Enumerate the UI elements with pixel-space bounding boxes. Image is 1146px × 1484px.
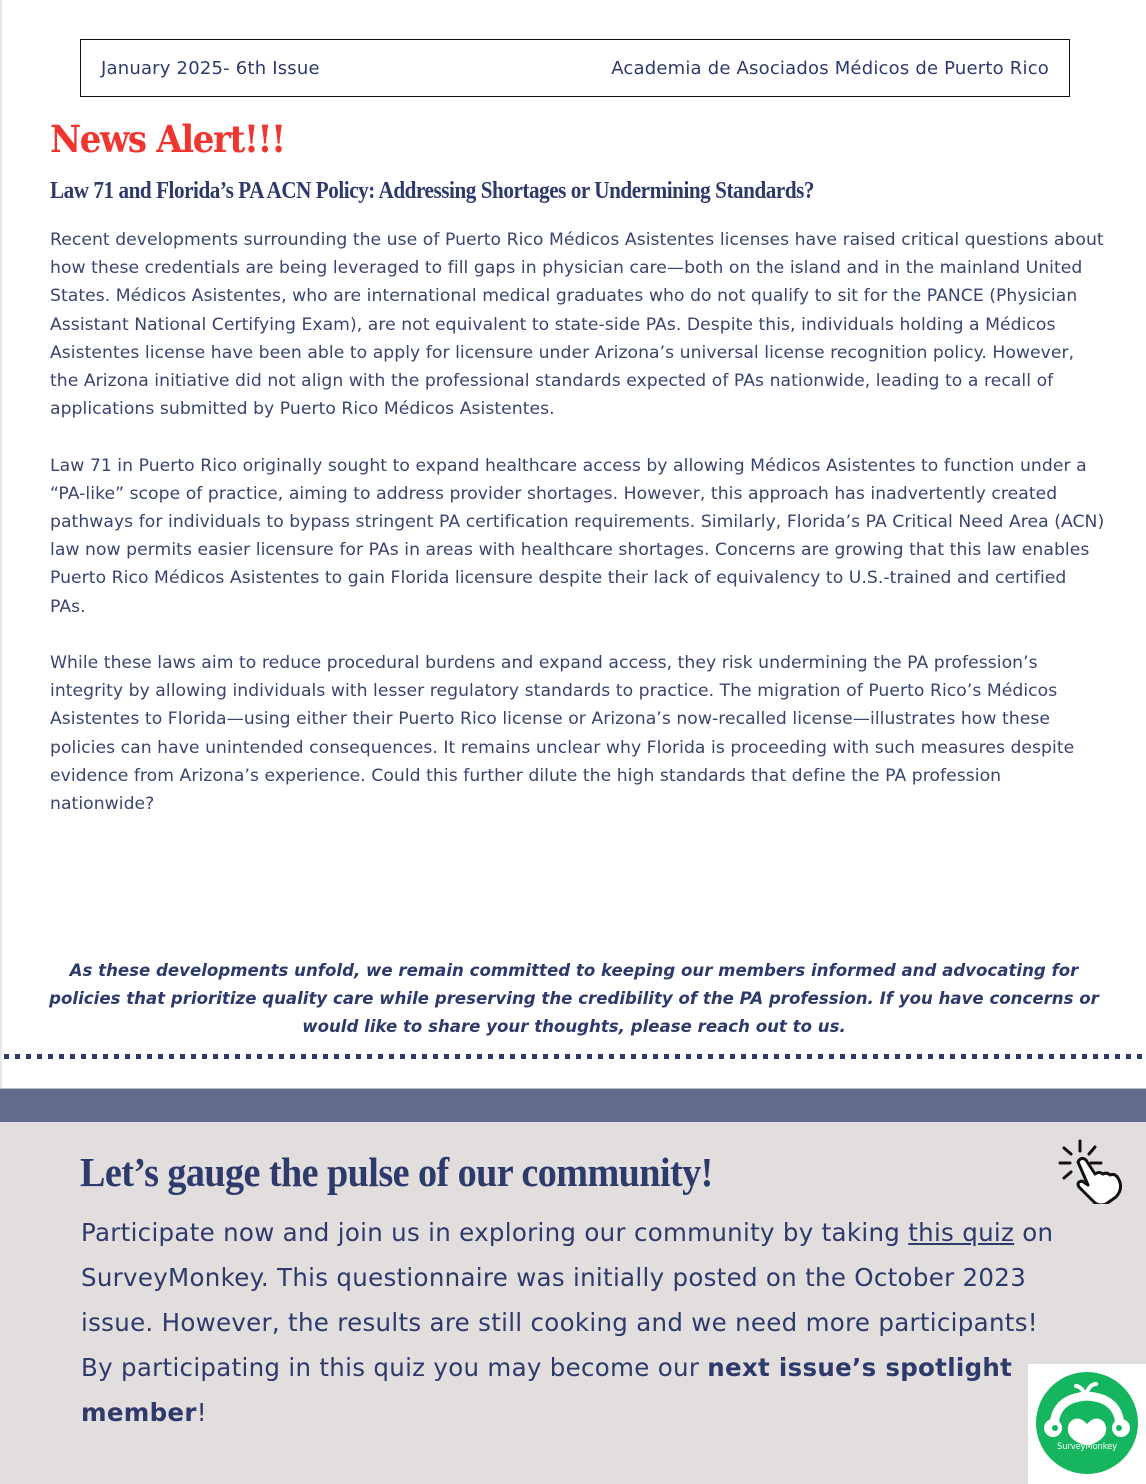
news-alert-title: News Alert!!!	[50, 117, 285, 161]
quiz-link[interactable]: this quiz	[908, 1218, 1015, 1247]
issue-label: January 2025- 6th Issue	[101, 57, 320, 79]
closing-statement: As these developments unfold, we remain committed to keeping our members informed and advocating for policies that prioritize quality care while preserving the credibility of the PA profession. If you have concerns or would like to share your thoughts, please reach out to us.	[49, 961, 1099, 1036]
article-subtitle: Law 71 and Florida’s PA ACN Policy: Addressing Shortages or Undermining Standards?	[50, 178, 815, 204]
survey-text-intro: Participate now and join us in exploring our community by taking	[81, 1218, 909, 1247]
article-paragraph: Recent developments surrounding the use of Puerto Rico Médicos Asistentes licenses have raised critical questions about how these credentials are being leveraged to fill gaps in physician care—both on the island and in the mainland United States. Médicos Asistentes, who are international medical graduates who do not qualify to sit for the PANCE (Physician Assistant National Certifying Exam), are not equivalent to state-side PAs. Despite this, individuals holding a Médicos Asistentes license have been able to apply for licensure under Arizona’s universal license recognition policy. However, the Arizona initiative did not align with the professional standards expected of PAs nationwide, leading to a recall of applications submitted by Puerto Rico Médicos Asistentes.	[50, 230, 1104, 420]
spotlight-highlight: next issue’s spotlight member	[81, 1353, 1013, 1427]
survey-title: Let’s gauge the pulse of our community!	[80, 1149, 713, 1195]
article-paragraph: While these laws aim to reduce procedural burdens and expand access, they risk undermining the PA profession’s integrity by allowing individuals with lesser regulatory standards to practice. The migration of Puerto Rico’s Médicos Asistentes to Florida—using either their Puerto Rico license or Arizona’s now-recalled license—illustrates how these policies can have unintended consequences. It remains unclear why Florida is proceeding with such measures despite evidence from Arizona’s experience. Could this further dilute the high standards that define the PA profession nationwide?	[50, 653, 1075, 815]
survey-text-middle: on SurveyMonkey. This questionnaire was initially posted on the October 2023 issue. However, the results are still cooking and we need more participants! By participating in this quiz you may become our	[81, 1218, 1054, 1382]
monkey-icon	[1036, 1372, 1138, 1474]
surveymonkey-logo-circle	[1036, 1372, 1138, 1474]
article-paragraph: Law 71 in Puerto Rico originally sought to expand healthcare access by allowing Médicos Asistentes to function under a “PA-like” scope of practice, aiming to address provider shortages. However, this approach has inadvertently created pathways for individuals to bypass stringent PA certification requirements. Similarly, Florida’s PA Critical Need Area (ACN) law now permits easier licensure for PAs in areas with healthcare shortages. Concerns are growing that this law enables Puerto Rico Médicos Asistentes to gain Florida licensure despite their lack of equivalency to U.S.-trained and certified PAs.	[50, 455, 1105, 617]
surveymonkey-logo[interactable]	[1028, 1364, 1146, 1484]
hand-pointer-click-icon	[1058, 1138, 1128, 1204]
masthead	[80, 39, 1070, 97]
section-band	[0, 1088, 1146, 1122]
surveymonkey-logo-text: SurveyMonkey	[1057, 1442, 1117, 1452]
survey-text	[81, 1210, 1061, 1435]
article-body	[50, 226, 1105, 846]
dotted-divider	[4, 1054, 1146, 1059]
organization-name: Academia de Asociados Médicos de Puerto Rico	[611, 57, 1049, 79]
page-edge	[0, 0, 2, 1090]
survey-text-end: !	[196, 1398, 207, 1427]
